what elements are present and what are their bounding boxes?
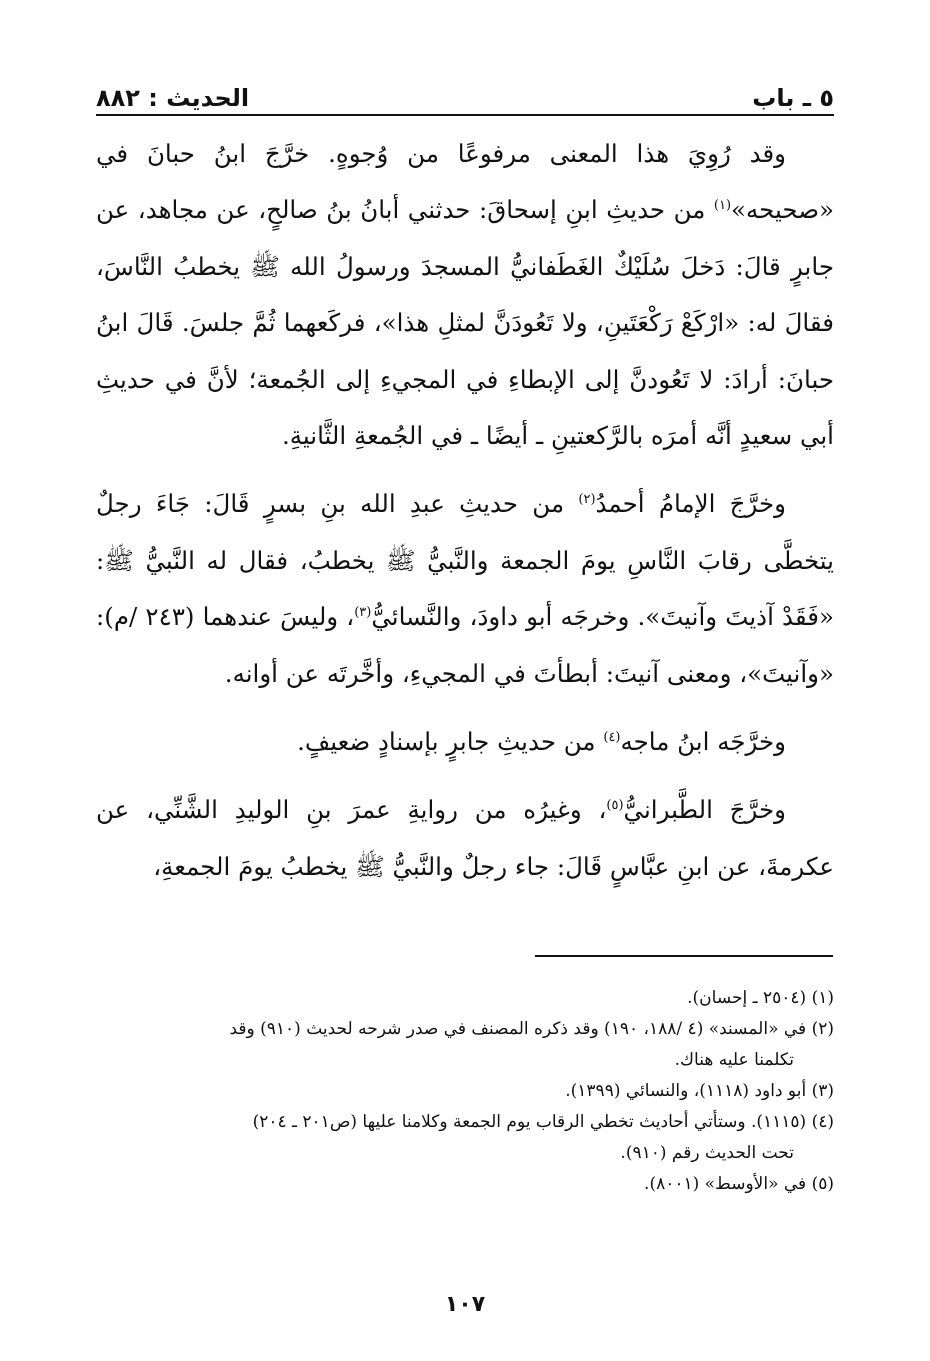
paragraph-text: من حديثِ عبدِ الله بنِ بسرٍ قَالَ: جَاءَ رجلٌ يتخطَّى رقابَ النَّاسِ يومَ الجمعة والنَّبيُّ ﷺ يخطبُ، فقال له النَّبيُّ ﷺ: «فَقَدْ آذيتَ وآنيتَ». وخرجَه أبو داودَ، والنَّسائيُّ: [96, 489, 834, 632]
paragraph-text: ، وليسَ عندهما (٢٤٣ /م): «وآنيتَ»، ومعنى آنيتَ: أبطأتَ في المجيءِ، وأخَّرتَه عن أوانه.: [96, 602, 834, 688]
footnote-2: (٢) في «المسند» (٤ /١٨٨، ١٩٠) وقد ذكره المصنف في صدر شرحه لحديث (٩١٠) وقد: [229, 1019, 834, 1039]
footnotes: [96, 983, 834, 1200]
paragraph-text: وخرَّجَ الطَّبرانيُّ: [623, 795, 786, 825]
paragraph-1: [96, 126, 834, 464]
paragraph-text: من حديثِ جابرٍ بإسنادٍ ضعيفٍ.: [297, 727, 604, 757]
footnote-3: (٣) أبو داود (١١١٨)، والنسائي (١٣٩٩).: [565, 1081, 834, 1101]
footnote-ref: (٤): [603, 729, 621, 745]
paragraph-text: وخرَّجَه ابنُ ماجه: [620, 727, 786, 757]
footnote-ref: (٥): [606, 798, 624, 814]
chapter-heading: ٥ ـ باب: [752, 84, 834, 112]
footnote-ref: (١): [713, 198, 732, 214]
footnote-4: (٤) (١١١٥). وستأتي أحاديث تخطي الرقاب يوم الجمعة وكلامنا عليها (ص٢٠١ ـ ٢٠٤): [252, 1112, 834, 1132]
paragraph-3: [96, 714, 834, 770]
paragraph-text: ، وغيرُه من روايةِ عمرَ بنِ الوليدِ الشَّنِّي، عن عكرمةَ، عن ابنِ عبَّاسٍ قَالَ: جاء رجلٌ والنَّبيُّ ﷺ يخطبُ يومَ الجمعةِ،: [96, 795, 834, 881]
hadith-number: الحديث : ٨٨٢: [96, 84, 250, 112]
page-number: ١٠٧: [444, 1292, 486, 1317]
running-header: [96, 72, 834, 112]
footnote-separator: [535, 955, 833, 957]
footnote-ref: (٢): [578, 492, 596, 508]
paragraph-2: [96, 476, 834, 702]
paragraph-4: [96, 782, 834, 895]
header-rule: [96, 114, 834, 116]
footnote-4-continuation: تحت الحديث رقم (٩١٠).: [620, 1143, 794, 1163]
footnote-1: (١) (٢٥٠٤ ـ إحسان).: [687, 988, 834, 1008]
footnote-2-continuation: تكلمنا عليه هناك.: [674, 1050, 794, 1070]
paragraph-text: وخرَّجَ الإمامُ أحمدُ: [595, 489, 786, 519]
paragraph-text: وقد رُوِيَ هذا المعنى مرفوعًا من وُجوهٍ. خرَّجَ ابنُ حبانَ في «صحيحه»: [96, 139, 834, 225]
paragraph-text: من حديثِ ابنِ إسحاقَ: حدثني أبانُ بنُ صالحٍ، عن مجاهد، عن جابرٍ قالَ: دَخلَ سُلَيْكٌ الغَطَفانيُّ المسجدَ ورسولُ الله ﷺ يخطبُ النَّاسَ، فقالَ له: «ارْكَعْ رَكْعَتَينِ، ولا تَعُودَنَّ لمثلِ هذا»، فركَعهما ثُمَّ جلسَ. قَالَ ابنُ حبانَ: أرادَ: لا تَعُودنَّ إلى الإبطاءِ في المجيءِ إلى الجُمعة؛ لأنَّ في حديثِ أبي سعيدٍ أنَّه أمرَه بالرَّكعتينِ ـ أيضًا ـ في الجُمعةِ الثَّانيةِ.: [96, 195, 834, 451]
footnote-ref: (٣): [354, 605, 372, 621]
footnote-5: (٥) في «الأوسط» (٨٠٠١).: [644, 1174, 834, 1194]
main-text: [96, 126, 834, 895]
